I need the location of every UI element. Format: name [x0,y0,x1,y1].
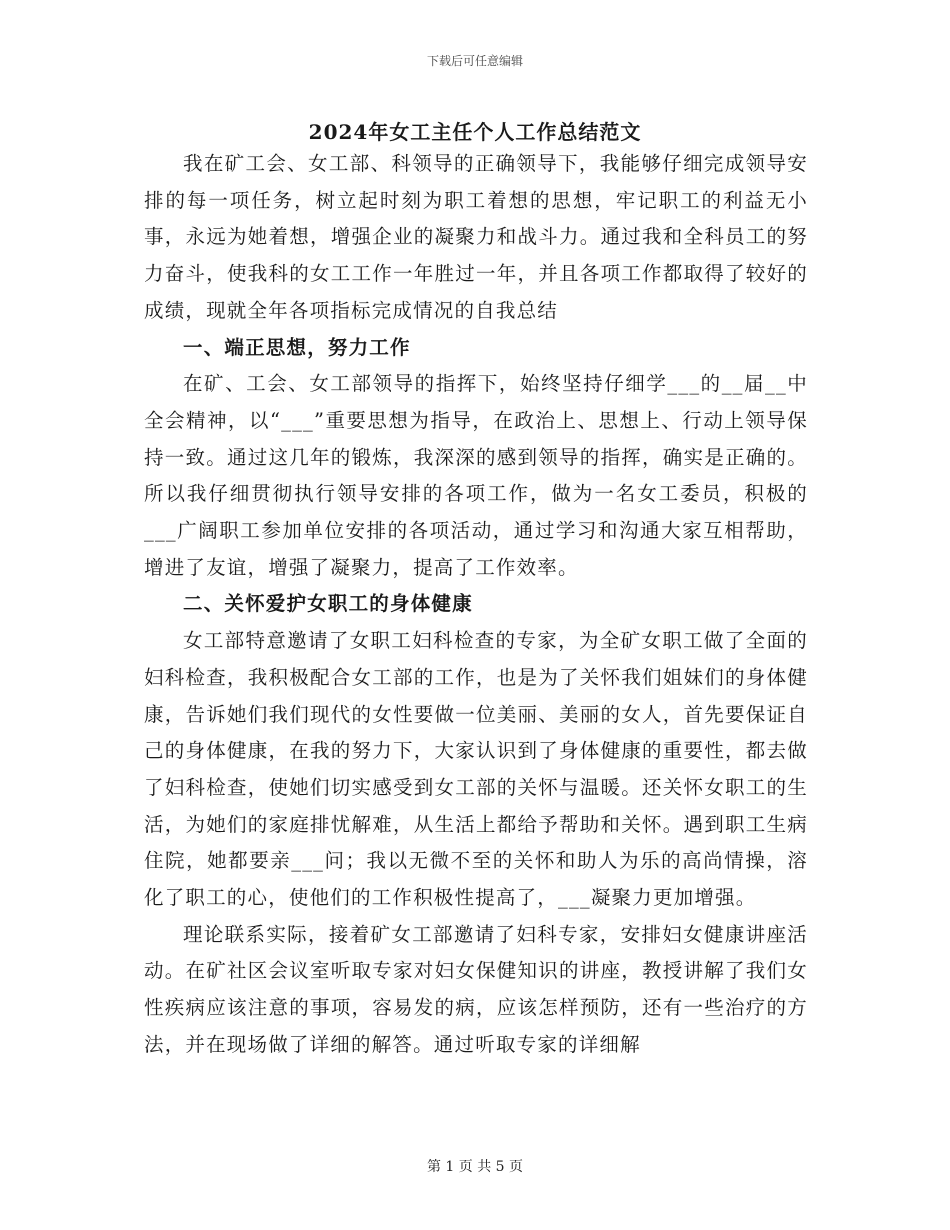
section-2-heading: 二、关怀爱护女职工的身体健康 [183,592,473,616]
page-footer: 第 1 页 共 5 页 [426,1159,524,1175]
intro-paragraph: 我在矿工会、女工部、科领导的正确领导下，我能够仔细完成领导安排的每一项任务，树立起时刻为职工着想的思想，牢记职工的利益无小事，永远为她着想，增强企业的凝聚力和战斗力。通过我和全科员工的努力奋斗，使我科的女工工作一年胜过一年，并且各项工作都取得了较好的成绩，现就全年各项指标完成情况的自我总结 [144,152,808,322]
section-2-paragraph-2: 理论联系实际，接着矿女工部邀请了妇科专家，安排妇女健康讲座活动。在矿社区会议室听取专家对妇女保健知识的讲座，教授讲解了我们女性疾病应该注意的事项，容易发的病，应该怎样预防，还有一些治疗的方法，并在现场做了详细的解答。通过听取专家的详细解 [144,922,808,1056]
section-1-heading: 一、端正思想，努力工作 [183,335,411,359]
header-note: 下载后可任意编辑 [426,54,523,68]
section-1-paragraph: 在矿、工会、女工部领导的指挥下，始终坚持仔细学___的__届__中全会精神，以“___”重要思想为指导，在政治上、思想上、行动上领导保持一致。通过这几年的锻炼，我深深的感到领导的指挥，确实是正确的。所以我仔细贯彻执行领导安排的各项工作，做为一名女工委员，积极的___广阔职工参加单位安排的各项活动，通过学习和沟通大家互相帮助，增进了友谊，增强了凝聚力，提高了工作效率。 [144,372,808,579]
document-body [144,146,808,1064]
document-title: 2024年女工主任个人工作总结范文 [308,120,642,144]
section-2-paragraph-1: 女工部特意邀请了女职工妇科检查的专家，为全矿女职工做了全面的妇科检查，我积极配合女工部的工作，也是为了关怀我们姐妹们的身体健康，告诉她们我们现代的女性要做一位美丽、美丽的女人，首先要保证自己的身体健康，在我的努力下，大家认识到了身体健康的重要性，都去做了妇科检查，使她们切实感受到女工部的关怀与温暖。还关怀女职工的生活，为她们的家庭排忧解难，从生活上都给予帮助和关怀。遇到职工生病住院，她都要亲___问；我以无微不至的关怀和助人为乐的高尚情操，溶化了职工的心，使他们的工作积极性提高了，___凝聚力更加增强。 [144,629,808,910]
